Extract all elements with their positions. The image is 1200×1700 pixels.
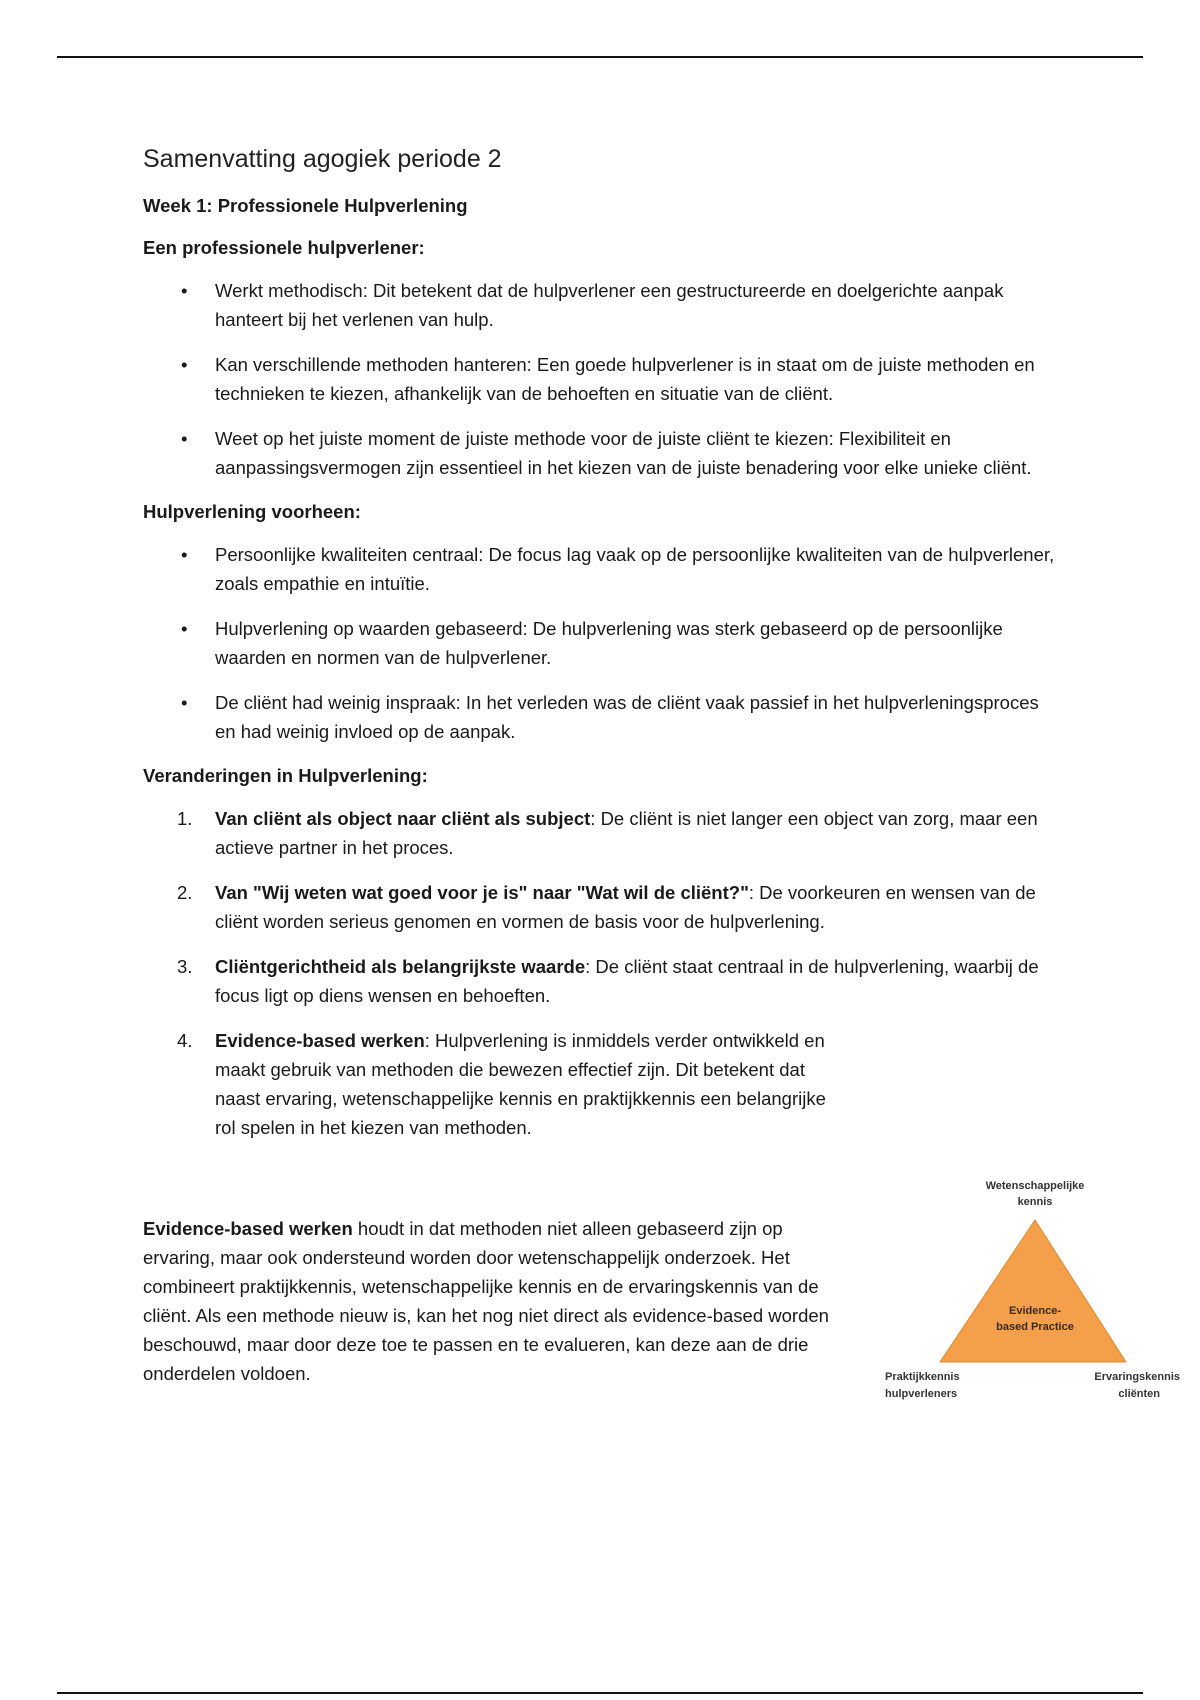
list-item-text: Weet op het juiste moment de juiste methode voor de juiste cliënt te kiezen: Flexibiliteit en aanpassingsvermogen zijn essentieel in het kiezen van de juiste benadering voor elke unieke cliënt. (215, 428, 1032, 478)
evidence-based-paragraph (143, 1214, 843, 1388)
list-item-text: Hulpverlening op waarden gebaseerd: De hulpverlening was sterk gebaseerd op de persoonlijke waarden en normen van de hulpverlener. (215, 618, 1003, 668)
number-marker: 1. (177, 808, 193, 829)
list-item (143, 540, 1063, 598)
section-heading-changes: Veranderingen in Hulpverlening: (143, 765, 428, 786)
professional-list (143, 276, 1063, 482)
bullet-marker: • (181, 280, 188, 301)
bullet-marker: • (181, 354, 188, 375)
list-item-text: : De cliënt staat centraal in de hulpverlening, waarbij de focus ligt op diens wensen en behoeften. (215, 956, 1039, 1006)
list-item (143, 424, 1063, 482)
list-item (143, 952, 1063, 1010)
number-marker: 2. (177, 882, 193, 903)
list-item-text: Werkt methodisch: Dit betekent dat de hulpverlener een gestructureerde en doelgerichte aanpak hanteert bij het verlenen van hulp. (215, 280, 1004, 330)
list-item (143, 1026, 1063, 1142)
list-item-text: : De cliënt is niet langer een object van zorg, maar een actieve partner in het proces. (215, 808, 1038, 858)
list-item-text: : De voorkeuren en wensen van de cliënt worden serieus genomen en vormen de basis voor de hulpverlening. (215, 882, 1036, 932)
list-item-bold: Cliëntgerichtheid als belangrijkste waarde (215, 956, 586, 977)
section-heading-professional: Een professionele hulpverlener: (143, 237, 425, 258)
list-item (143, 614, 1063, 672)
left-label-line1: Praktijkkennis (885, 1371, 960, 1383)
center-label-line1: Evidence- (1009, 1305, 1061, 1317)
list-item (143, 276, 1063, 334)
number-marker: 4. (177, 1030, 193, 1051)
right-label-line1: Ervaringskennis (1094, 1371, 1180, 1383)
bottom-rule (57, 1692, 1143, 1694)
right-label-line2: cliënten (1118, 1388, 1160, 1400)
list-item-text: Persoonlijke kwaliteiten centraal: De focus lag vaak op de persoonlijke kwaliteiten van de hulpverlener, zoals empathie en intuïtie. (215, 544, 1055, 594)
bullet-marker: • (181, 618, 188, 639)
document-body (143, 142, 1063, 1158)
previously-list (143, 540, 1063, 746)
bullet-marker: • (181, 692, 188, 713)
list-item (143, 804, 1063, 862)
week-heading: Week 1: Professionele Hulpverlening (143, 195, 468, 216)
document-title: Samenvatting agogiek periode 2 (143, 145, 502, 173)
list-item-bold: Van cliënt als object naar cliënt als subject (215, 808, 591, 829)
left-label-line2: hulpverleners (885, 1388, 958, 1400)
triangle-shape (940, 1220, 1126, 1362)
list-item-text: Kan verschillende methoden hanteren: Een goede hulpverlener is in staat om de juiste methoden en technieken te kiezen, afhankelijk van de behoeften en situatie van de cliënt. (215, 354, 1035, 404)
list-item-text: : Hulpverlening is inmiddels verder ontwikkeld en maakt gebruik van methoden die bewezen effectief zijn. Dit betekent dat naast ervaring, wetenschappelijke kennis en praktijkkennis een belangrijke rol spelen in het kiezen van methoden. (215, 1030, 826, 1138)
top-rule (57, 56, 1143, 58)
top-label-line2: kennis (1017, 1196, 1053, 1208)
number-marker: 3. (177, 956, 193, 977)
center-label-line2: based Practice (996, 1321, 1074, 1333)
triangle-svg (870, 1172, 1190, 1412)
changes-list (143, 804, 1063, 1142)
evidence-based-triangle-diagram (870, 1172, 1190, 1412)
top-label-line1: Wetenschappelijke (985, 1180, 1085, 1192)
list-item-bold: Evidence-based werken (215, 1030, 425, 1051)
list-item (143, 688, 1063, 746)
section-heading-previously: Hulpverlening voorheen: (143, 501, 361, 522)
ebw-bold-term: Evidence-based werken (143, 1218, 353, 1239)
list-item-bold: Van "Wij weten wat goed voor je is" naar "Wat wil de cliënt?" (215, 882, 749, 903)
list-item-text: De cliënt had weinig inspraak: In het verleden was de cliënt vaak passief in het hulpverleningsproces en had weinig invloed op de aanpak. (215, 692, 1039, 742)
list-item (143, 350, 1063, 408)
list-item (143, 878, 1063, 936)
bullet-marker: • (181, 428, 188, 449)
bullet-marker: • (181, 544, 188, 565)
ebw-text: houdt in dat methoden niet alleen gebaseerd zijn op ervaring, maar ook ondersteund worden door wetenschappelijk onderzoek. Het combineert praktijkkennis, wetenschappelijke kennis en de ervaringskennis van de cliënt. Als een methode nieuw is, kan het nog niet direct als evidence-based worden beschouwd, maar door deze toe te passen en te evalueren, kan deze aan de drie onderdelen voldoen. (143, 1218, 829, 1384)
